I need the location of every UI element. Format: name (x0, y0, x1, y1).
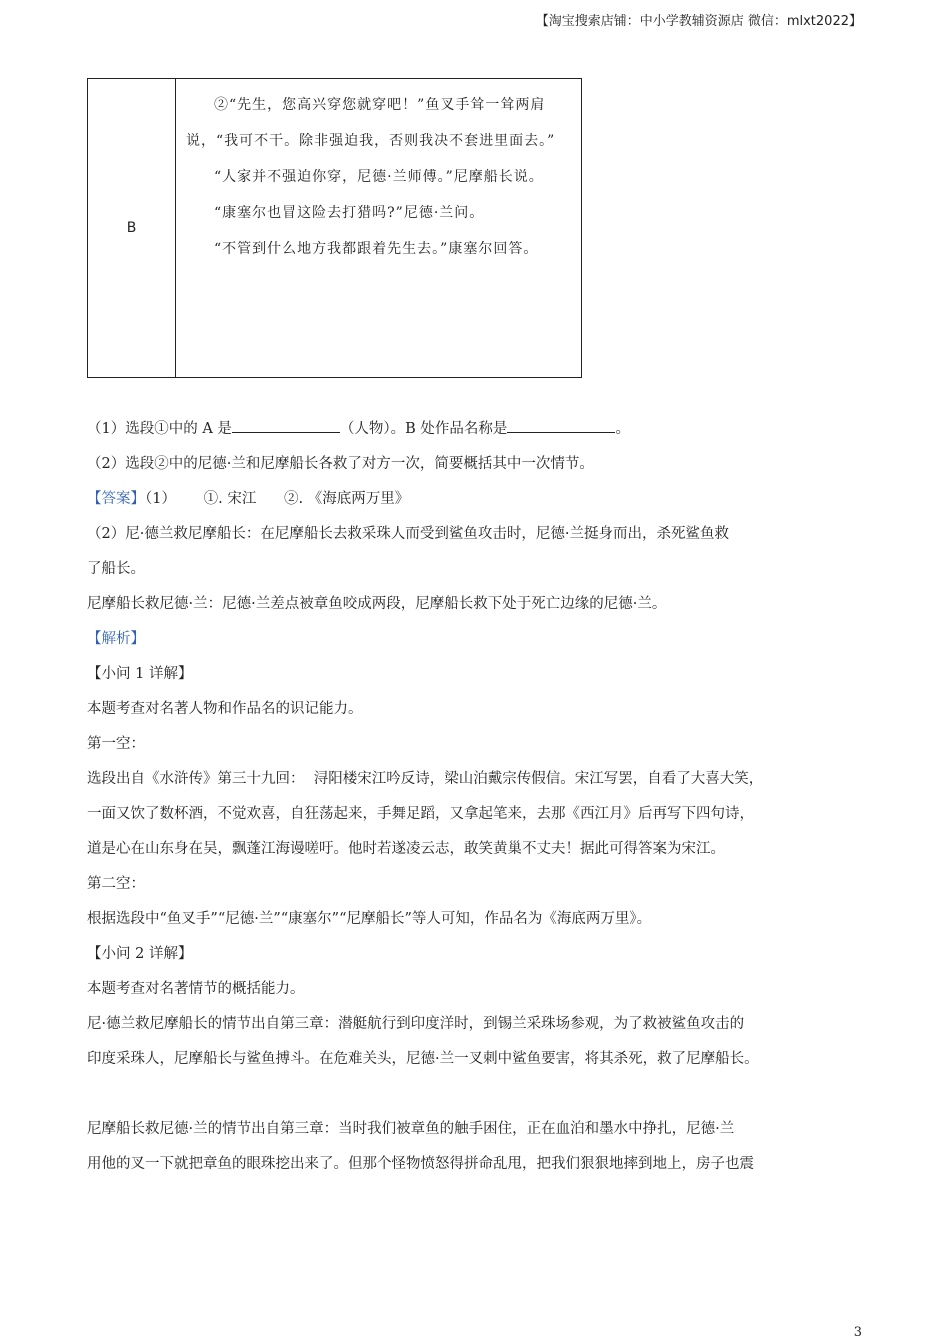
question-2: （2）选段②中的尼德·兰和尼摩船长各救了对方一次，简要概括其中一次情节。 (87, 456, 594, 472)
analysis-q2-line: 用他的叉一下就把章鱼的眼珠挖出来了。但那个怪物愤怒得拼命乱甩，把我们狠狠地摔到地上，房子也震 (87, 1156, 754, 1172)
header-note: 【淘宝搜索店铺：中小学教辅资源店 微信：mlxt2022】 (535, 14, 862, 29)
analysis-q2-line: 印度采珠人，尼摩船长与鲨鱼搏斗。在危难关头，尼德·兰一叉刺中鲨鱼要害，将其杀死，救了尼摩船长。 (87, 1051, 759, 1067)
answer-part-2-line: 了船长。 (87, 561, 145, 577)
answer-blank-1 (232, 418, 340, 433)
blank1-line: 选段出自《水浒传》第三十九回： 浔阳楼宋江吟反诗，梁山泊戴宗传假信。宋江写罢，自看了大喜大笑， (87, 771, 764, 787)
excerpt-text (176, 79, 581, 377)
analysis-q2-intro: 本题考查对名著情节的概括能力。 (87, 981, 305, 997)
excerpt-paragraph: “康塞尔也冒这险去打猎吗?”尼德·兰问。 (214, 205, 485, 221)
analysis-q1-intro: 本题考查对名著人物和作品名的识记能力。 (87, 701, 363, 717)
answer-blank-2 (507, 418, 615, 433)
blank1-line: 一面又饮了数杯酒，不觉欢喜，自狂荡起来，手舞足蹈，又拿起笔来，去那《西江月》后再写下四句诗， (87, 806, 754, 822)
blank2-text: 根据选段中“鱼叉手”“尼德·兰”“康塞尔”“尼摩船长”等人可知，作品名为《海底两万里》。 (87, 911, 652, 927)
page-number: 3 (853, 1325, 862, 1340)
document-body (87, 412, 877, 1182)
question-1 (87, 412, 877, 447)
analysis-q2-heading: 【小问 2 详解】 (87, 946, 193, 962)
excerpt-table (87, 78, 582, 378)
answer-label: 【答案】 (87, 491, 145, 507)
excerpt-paragraph: “人家并不强迫你穿，尼德·兰师傅。”尼摩船长说。 (214, 169, 544, 185)
blank2-heading: 第二空： (87, 876, 145, 892)
question-1-suffix: 。 (615, 421, 630, 437)
blank1-heading: 第一空： (87, 736, 145, 752)
answer-part-1 (87, 482, 877, 517)
paragraph-gap (87, 1077, 877, 1112)
question-1-prefix: （1）选段①中的 A 是 (87, 421, 232, 437)
analysis-q1-heading: 【小问 1 详解】 (87, 666, 193, 682)
analysis-q2-line: 尼·德兰救尼摩船长的情节出自第三章：潜艇航行到印度洋时，到锡兰采珠场参观，为了救被鲨鱼攻击的 (87, 1016, 745, 1032)
analysis-label: 【解析】 (87, 631, 145, 647)
answer-part-2-line: 尼摩船长救尼德·兰：尼德·兰差点被章鱼咬成两段，尼摩船长救下处于死亡边缘的尼德·兰。 (87, 596, 667, 612)
excerpt-label: B (88, 79, 176, 377)
question-1-middle: （人物）。B 处作品名称是 (339, 421, 508, 437)
excerpt-paragraph: ②“先生，您高兴穿您就穿吧！”鱼叉手耸一耸两肩说，“我可不干。除非强迫我，否则我决不套进里面去。” (186, 97, 556, 149)
blank1-line: 道是心在山东身在吴，飘蓬江海谩嗟吁。他时若遂凌云志，敢笑黄巢不丈夫！据此可得答案为宋江。 (87, 841, 725, 857)
excerpt-paragraph: “不管到什么地方我都跟着先生去。”康塞尔回答。 (214, 241, 539, 257)
analysis-q2-line: 尼摩船长救尼德·兰的情节出自第三章：当时我们被章鱼的触手困住，正在血泊和墨水中挣扎，尼德·兰 (87, 1121, 735, 1137)
answer-part-2-line: （2）尼·德兰救尼摩船长：在尼摩船长去救采珠人而受到鲨鱼攻击时，尼德·兰挺身而出，杀死鲨鱼救 (87, 526, 729, 542)
answer-part-1-text: （1） ①. 宋江 ②. 《海底两万里》 (145, 491, 410, 507)
